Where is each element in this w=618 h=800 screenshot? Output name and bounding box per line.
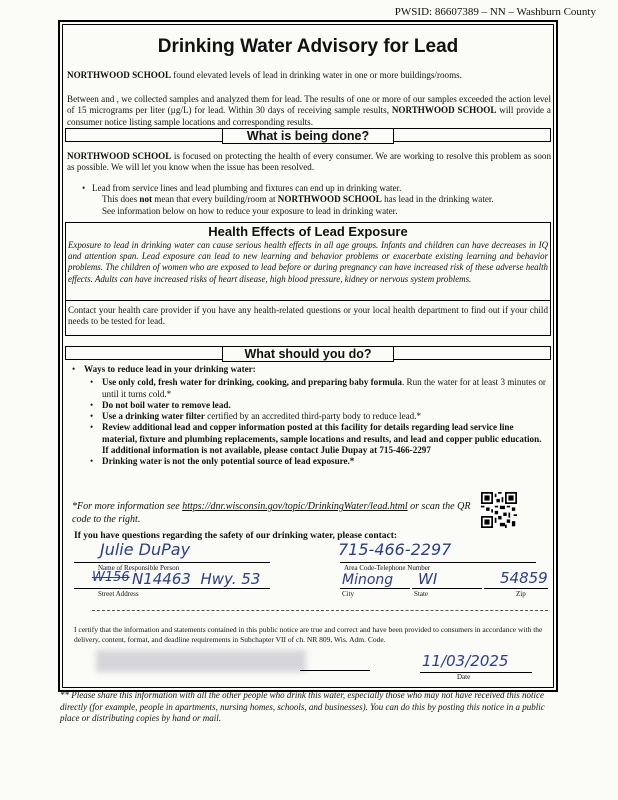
street-label: Street Address — [98, 590, 139, 598]
section-heading-what-do: What should you do? — [222, 346, 394, 362]
date-line — [420, 672, 532, 673]
item-bold: Do not boil water to remove lead. — [102, 399, 231, 410]
street-strikeout: W156 — [92, 570, 130, 585]
dashed-divider — [92, 610, 548, 611]
health-effects-text: Exposure to lead in drinking water can cause serious health effects in all age groups. Infants and children can have decreases in IQ and attention span. Lead exposure can lead to new learning and behavior problems or exacerbate existing learning and behavior problems. The children of women who are exposed to lead before or during pregnancy can have increased risk of these adverse health effects. Adults can have increased risks of heart disease, high blood pressure, kidney or nervous system problems. — [68, 240, 548, 284]
city: Minong — [342, 572, 394, 588]
list-item — [90, 456, 550, 467]
what-done-paragraph — [67, 151, 551, 174]
bullet-text: mean that every building/room at — [152, 194, 278, 205]
list-item — [90, 411, 550, 422]
bullet-line-2 — [92, 194, 542, 205]
street-line — [74, 588, 270, 589]
school-name: NORTHWOOD SCHOOL — [391, 105, 497, 116]
health-divider — [65, 300, 551, 301]
item-bold: Review additional lead and copper information posted at this facility for details regarding lead service line material, fixture and plumbing replacements, sample locations and results, and lead and copper public education. If additional information is not available, please contact Julie Dupay at 715-466-2297 — [102, 422, 542, 456]
intro-text: found elevated levels of lead in drinking water in one or more buildings/rooms. — [171, 70, 462, 80]
signature-redacted — [96, 650, 306, 672]
city-label: City — [342, 590, 355, 598]
responsible-name: Julie DuPay — [100, 540, 191, 559]
phone-line — [340, 562, 536, 563]
state-label: State — [414, 590, 428, 598]
bullet-line-1 — [82, 183, 542, 194]
list-item — [90, 377, 550, 400]
bullet-icon: • — [82, 183, 86, 193]
ways-items — [90, 377, 550, 467]
intro-text-a: Between and , we collected samples and analyzed them for lead. The results of one or more of our samples exceeded the action level of 15 micrograms per liter (µg/L) for lead. Within 30 days of receiving sample results, — [67, 94, 551, 116]
info-link[interactable]: https://dnr.wisconsin.gov/topic/DrinkingWater/lead.html — [182, 501, 408, 512]
certification-text: I certify that the information and statements contained in this public notice are true and correct and have been provided to consumers in accordance with the delivery, content, format, and deadline requirements in Subchapter VII of ch. NR 809, Wis. Adm. Code. — [74, 625, 543, 644]
certification-date: 11/03/2025 — [422, 652, 509, 670]
health-effects-heading: Health Effects of Lead Exposure — [208, 224, 408, 239]
name-label: Name of Responsible Person — [98, 564, 180, 572]
street-address: N14463 Hwy. 53 — [132, 570, 261, 588]
more-info-prefix: *For more information see — [72, 501, 183, 512]
list-item — [90, 400, 550, 411]
school-name: NORTHWOOD SCHOOL — [67, 70, 172, 80]
bullet-line-3: See information below on how to reduce your exposure to lead in drinking water. — [102, 205, 398, 216]
page-title: Drinking Water Advisory for Lead — [157, 36, 459, 57]
bullet-text: This does — [102, 194, 140, 205]
what-done-text: is focused on protecting the health of every consumer. We are working to resolve this problem as soon as possible. We will let you know when the issue has been resolved. — [67, 151, 551, 173]
bullet-text: has lead in the drinking water. — [381, 194, 494, 205]
list-item — [90, 422, 550, 456]
bullet-icon: • — [72, 364, 76, 374]
ways-list — [72, 364, 550, 468]
more-info-suffix: or scan the QR code to the right. — [72, 501, 471, 525]
school-name: NORTHWOOD SCHOOL — [67, 151, 172, 161]
item-bold: Use only cold, fresh water for drinking, cooking, and preparing baby formula — [102, 377, 402, 388]
health-contact-text: Contact your health care provider if you have any health-related questions or your local health department to find out if your child needs to be tested for lead. — [68, 305, 548, 327]
contact-title: If you have questions regarding the safety of our drinking water, please contact: — [74, 531, 398, 541]
ways-title-text: Ways to reduce lead in your drinking water: — [84, 364, 256, 374]
item-bold: Drinking water is not the only potential source of lead exposure.* — [102, 456, 355, 467]
what-done-bullet — [82, 183, 542, 217]
pwsid-header: PWSID: 86607389 – NN – Washburn County — [394, 6, 596, 18]
bullet-emphasis: not — [139, 194, 153, 205]
phone-label: Area Code-Telephone Number — [344, 564, 431, 572]
bullet-text: Lead from service lines and lead plumbing and fixtures can end up in drinking water. — [92, 183, 402, 193]
city-line — [340, 588, 410, 589]
more-info — [72, 500, 472, 526]
zip-label: Zip — [516, 590, 526, 598]
intro-paragraph — [67, 94, 551, 128]
qr-code-icon[interactable] — [481, 492, 517, 528]
signature-line — [300, 670, 370, 671]
section-heading-what-done: What is being done? — [222, 128, 394, 144]
date-label: Date — [457, 673, 471, 681]
state-line — [412, 588, 482, 589]
intro-text-b: will provide a consumer notice listing sample locations and corresponding results. — [67, 105, 551, 127]
name-line — [74, 562, 270, 563]
ways-title — [72, 364, 550, 375]
school-name: NORTHWOOD SCHOOL — [277, 194, 382, 205]
phone-number: 715-466-2297 — [338, 540, 452, 559]
item-text: certified by an accredited third-party body to reduce lead.* — [204, 411, 422, 422]
item-text: . Run the water for at least 3 minutes or until it turns cold.* — [102, 377, 546, 399]
zip-line — [484, 588, 548, 589]
item-bold: Use a drinking water filter — [102, 411, 205, 422]
footer-note: ** Please share this information with all the other people who drink this water, especially those who may not have received this notice directly (for example, people in apartments, nursing homes, schools, and businesses). You can do this by posting this notice in a public place or distributing copies by hand or mail. — [60, 690, 545, 723]
zip: 54859 — [500, 569, 548, 587]
intro-line — [67, 70, 551, 81]
state: WI — [418, 570, 438, 588]
